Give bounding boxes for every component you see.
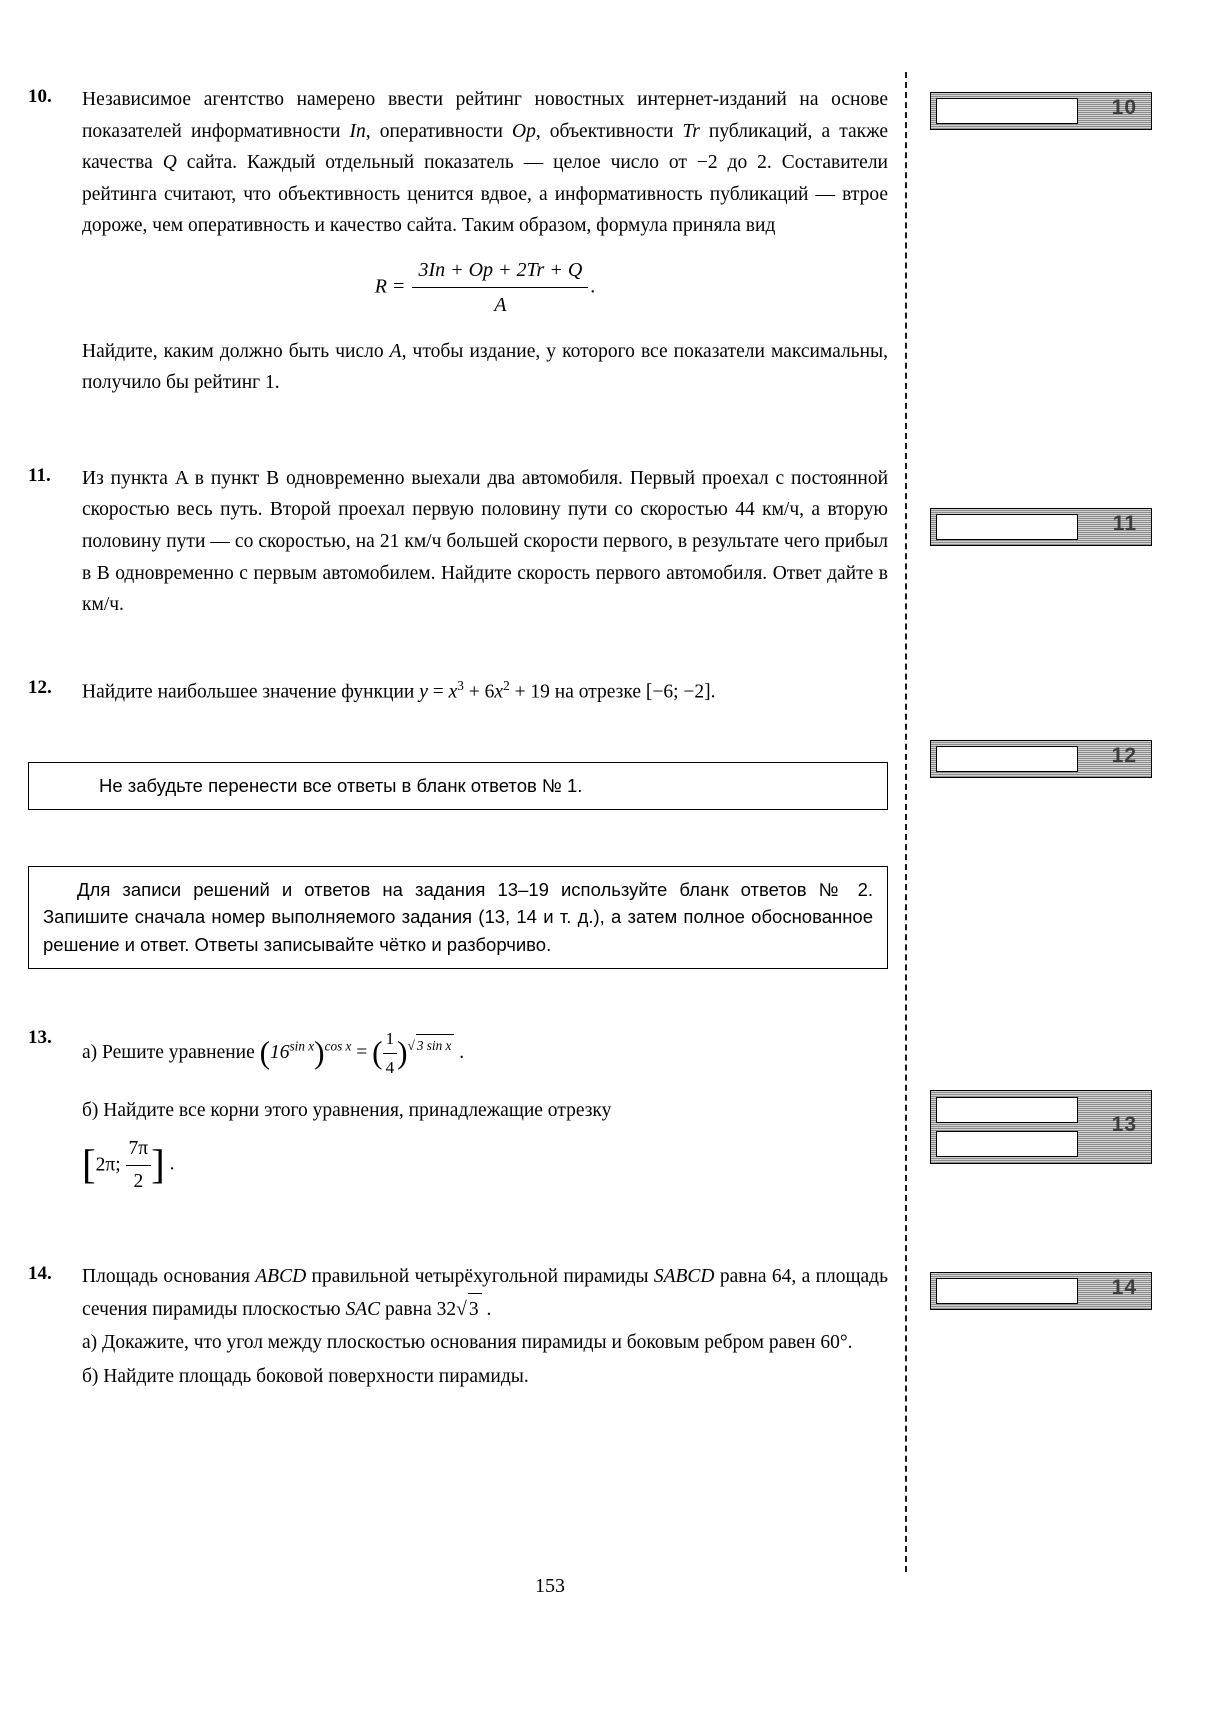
answer-input-11[interactable]	[936, 514, 1078, 540]
task-11-body	[82, 463, 888, 623]
task-12-function: y	[419, 681, 428, 703]
task-14-paragraph-3: б) Найдите площадь боковой поверхности пирамиды.	[82, 1365, 529, 1387]
task-14-paragraph-2: а) Докажите, что угол между плоскостью основания пирамиды и боковым ребром равен 60°.	[82, 1332, 853, 1354]
task-10-paragraph-1: Независимое агентство намерено ввести рейтинг новостных интернет-изданий на основе показателей информативности In, оперативности Op, объективности Tr публикаций, а также качества Q сайта. Каждый отдельный показатель — целое число от −2 до 2. Составители рейтинга считают, что объективность ценится вдвое, а информативность публикаций — втрое дороже, чем оперативность и качество сайта. Таким образом, формула приняла вид	[82, 89, 888, 237]
task-11-paragraph-1: Из пункта A в пункт B одновременно выехали два автомобиля. Первый проехал с постоянной скоростью весь путь. Второй проехал первую половину пути со скоростью 44 км/ч, а вторую половину пути — со скоростью, на 21 км/ч большей скорости первого, в результате чего прибыл в B одновременно с первым автомобилем. Найдите скорость первого автомобиля. Ответ дайте в км/ч.	[82, 467, 888, 616]
answer-box-12[interactable]	[930, 740, 1152, 778]
answer-input-13-b[interactable]	[936, 1131, 1078, 1157]
page-number: 153	[535, 1575, 565, 1597]
task-12-body	[82, 675, 888, 710]
transfer-answers-text: Не забудьте перенести все ответы в бланк ответов № 1.	[99, 774, 583, 796]
task-11	[28, 463, 888, 623]
answer-box-12-label: 12	[1111, 744, 1137, 767]
instructions-text: Для записи решений и ответов на задания 13–19 используйте бланк ответов № 2. Запишите сначала номер выполняемого задания (13, 14 и т. д.), а затем полное обоснованное решение и ответ. Ответы записывайте чётко и разборчиво.	[43, 878, 873, 956]
task-13-number: 13.	[28, 1026, 52, 1048]
answer-box-14-label: 14	[1111, 1276, 1137, 1299]
formula-numerator: 3In + Op + 2Tr + Q	[412, 254, 588, 288]
answer-box-11-label: 11	[1112, 512, 1137, 535]
formula-lhs: R =	[374, 275, 406, 298]
task-14	[28, 1261, 888, 1394]
answer-box-14[interactable]	[930, 1272, 1152, 1310]
task-14-paragraph-1: Площадь основания ABCD правильной четырёхугольной пирамиды SABCD равна 64, а площадь сечения пирамиды плоскостью SAC равна 32√ 3 .	[82, 1261, 888, 1325]
task-10-body	[82, 84, 888, 401]
formula-denominator: A	[494, 294, 507, 317]
task-12-number: 12.	[28, 676, 52, 698]
task-13-part-b-label: б) Найдите все корни этого уравнения, принадлежащие отрезку	[82, 1100, 612, 1122]
task-10	[28, 84, 888, 401]
task-12-text-before: Найдите наибольшее значение функции	[82, 681, 415, 703]
task-12	[28, 675, 888, 710]
task-13-part-b	[82, 1095, 888, 1127]
task-10-formula	[82, 254, 888, 322]
page-divider	[905, 72, 907, 1572]
formula-fraction	[412, 254, 588, 322]
page-content	[28, 84, 888, 1400]
task-13-part-a-label: а) Решите уравнение	[82, 1041, 255, 1063]
answer-box-11[interactable]	[930, 508, 1152, 546]
answer-input-12[interactable]	[936, 746, 1078, 772]
answer-box-13-label: 13	[1111, 1113, 1137, 1136]
task-10-number: 10.	[28, 86, 52, 107]
task-14-body	[82, 1261, 888, 1394]
answer-input-13-a[interactable]	[936, 1097, 1078, 1123]
task-14-number: 14.	[28, 1263, 52, 1285]
task-12-paragraph: Найдите наибольшее значение функции $y = x^3 + 6x^2 + 19$ на отрезке [−6; −2].	[82, 677, 716, 703]
answer-box-10[interactable]	[930, 92, 1152, 130]
transfer-answers-note	[28, 762, 888, 810]
answer-box-13[interactable]	[930, 1090, 1152, 1164]
task-11-number: 11.	[28, 464, 51, 486]
task-13-body	[82, 1025, 888, 1199]
answer-input-14[interactable]	[936, 1278, 1078, 1304]
instructions-note	[28, 866, 888, 969]
task-10-paragraph-2: Найдите, каким должно быть число A, чтобы издание, у которого все показатели максимальны, получило бы рейтинг 1.	[82, 340, 888, 394]
answer-input-10[interactable]	[936, 98, 1078, 124]
task-13	[28, 1025, 888, 1199]
task-13-part-b-interval: [2π; $\frac{7\pi}{2}$ ] .	[82, 1133, 888, 1197]
answer-box-10-label: 10	[1111, 96, 1137, 119]
formula-tail: .	[590, 275, 596, 298]
task-13-part-a: а) Решите уравнение $(16^{sin x})^{cos x}$ = ( $\frac{1}{4}$ )$^{√ 3 sin x}$ .	[82, 1025, 888, 1082]
